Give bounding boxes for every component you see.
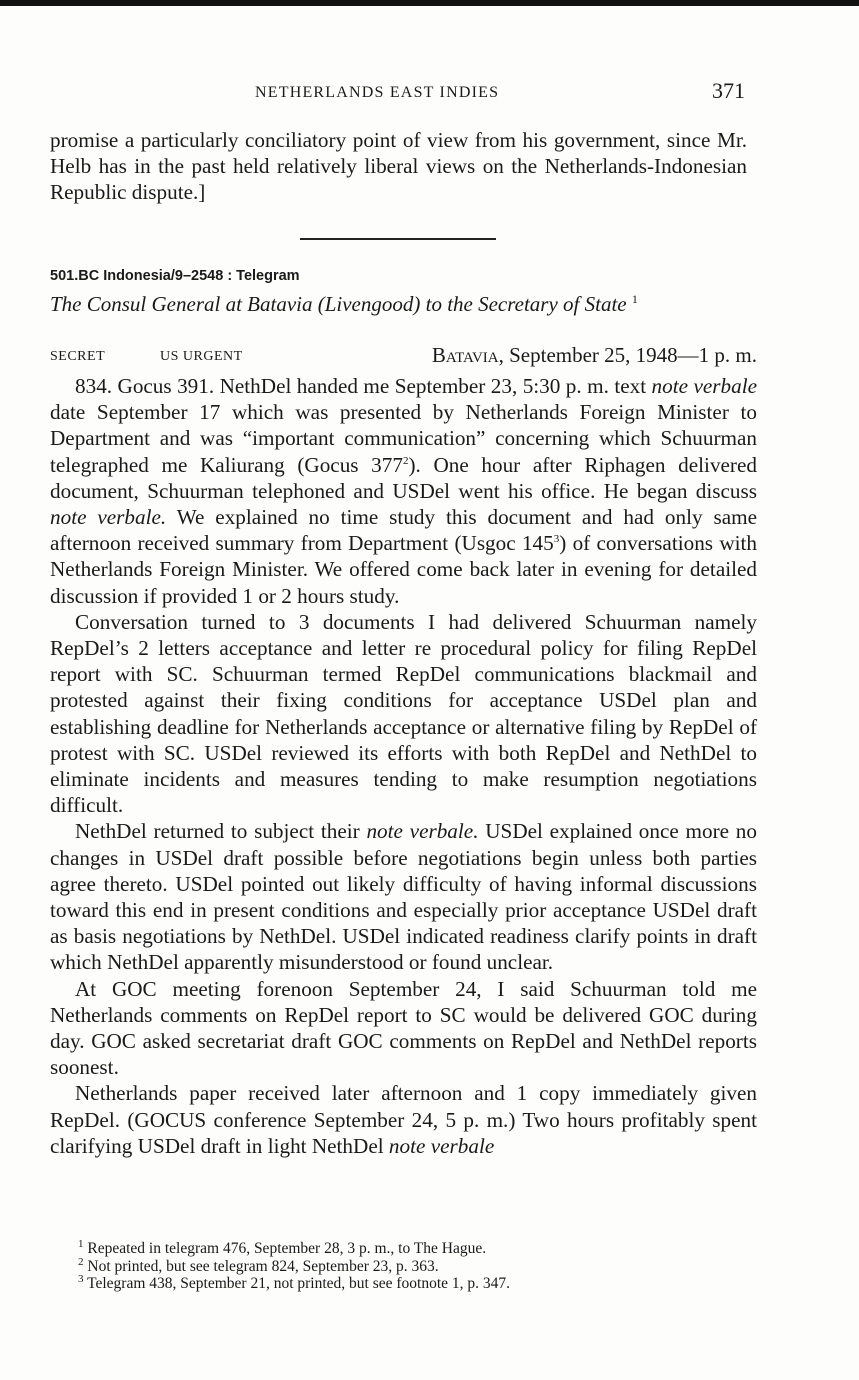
paragraph-4: At GOC meeting forenoon September 24, I said Schuurman told me Netherlands comments on RepDel report to SC would be delivered GOC during day. GOC asked secretariat draft GOC comments on RepDel and NethDel reports soonest. [50, 976, 757, 1080]
text-run: We explained no time study this document and had only same afternoon received summary from Department (Usgoc 145 [50, 505, 757, 556]
text-run: date September 17 which was presented by Netherlands Foreign Minister to Department and was “important communication” concerning which Schuurman telegraphed me Kaliurang (Gocus 377 [50, 400, 757, 477]
document-title-text: The Consul General at Batavia (Livengood) to the Secretary of State [50, 292, 627, 316]
italic-text: note verbale. [50, 505, 167, 530]
classification: SECRET [50, 349, 106, 364]
file-reference: 501.BC Indonesia/9–2548 : Telegram [50, 268, 300, 284]
footnote-marker: 2 [78, 1255, 84, 1268]
footnote-text: Telegram 438, September 21, not printed, but see footnote 1, p. 347. [87, 1275, 511, 1292]
text-run: NethDel returned to subject their [75, 819, 367, 844]
footnote-marker: 1 [631, 292, 638, 306]
dateline [432, 343, 757, 368]
italic-text: note verbale [651, 374, 757, 398]
paragraph-1 [50, 373, 757, 609]
priority: US URGENT [160, 349, 243, 364]
section-divider [300, 238, 496, 240]
paragraph-5 [50, 1080, 757, 1159]
footnote [50, 1255, 757, 1276]
footnote-marker: 1 [78, 1237, 84, 1250]
dateline-place: Batavia, [431, 343, 504, 367]
text-run: Netherlands paper received later afternoon and 1 copy immediately given RepDel. (GOCUS conference September 24, 5 p. m.) Two hours profitably spent clarifying USDel draft in light NethDel [50, 1081, 757, 1158]
running-head: NETHERLANDS EAST INDIES [255, 84, 500, 101]
footnote [50, 1272, 757, 1293]
telegram-body [50, 373, 757, 1159]
footnote-text: Repeated in telegram 476, September 28, 3 p. m., to The Hague. [87, 1240, 487, 1257]
page-number: 371 [712, 78, 745, 103]
footnote-text: Not printed, but see telegram 824, September 23, p. 363. [87, 1257, 439, 1275]
italic-text: note verbale [388, 1133, 495, 1158]
text-run: ). One hour after Riphagen delivered document, Schuurman telephoned and USDel went his office. He began discuss [50, 452, 757, 503]
text-run: ) of conversations with Netherlands Foreign Minister. We offered come back later in evening for detailed discussion if provided 1 or 2 hours study. [50, 531, 757, 608]
dateline-date: September 25, 1948—1 p. m. [509, 343, 757, 367]
footnote [50, 1237, 757, 1258]
page-header [50, 78, 757, 108]
footnotes [50, 1237, 757, 1293]
italic-text: note verbale. [366, 819, 479, 844]
intro-paragraph: promise a particularly conciliatory point of view from his government, since Mr. Helb has in the past held relatively liberal views on the Netherlands-Indonesian Republic dispute.] [50, 128, 747, 205]
classification-line [50, 343, 757, 369]
footnote-marker: 2 [402, 454, 409, 467]
paragraph-2: Conversation turned to 3 documents I had delivered Schuurman namely RepDel’s 2 letters acceptance and letter re procedural policy for filing RepDel report with SC. Schuurman termed RepDel communications blackmail and protested against their fixing conditions for acceptance USDel plan and establishing deadline for Netherlands acceptance or alternative filing by RepDel of protest with SC. USDel reviewed its efforts with both RepDel and NethDel to eliminate incidents and measures tending to make resumption negotiations difficult. [50, 609, 757, 818]
page-top-edge [0, 0, 859, 6]
text-run: USDel explained once more no changes in USDel draft possible before negotiations begin unless both parties agree thereto. USDel pointed out likely difficulty of having informal discussions toward this end in present conditions and especially prior acceptance USDel draft as basis negotiations by NethDel. USDel indicated readiness clarify points in draft which NethDel apparently misunderstood or found unclear. [50, 819, 757, 975]
document-title [50, 292, 757, 317]
text-run: 834. Gocus 391. NethDel handed me September 23, 5:30 p. m. text [75, 374, 652, 398]
paragraph-3 [50, 818, 757, 975]
footnote-marker: 3 [553, 533, 560, 546]
footnote-marker: 3 [78, 1272, 84, 1285]
